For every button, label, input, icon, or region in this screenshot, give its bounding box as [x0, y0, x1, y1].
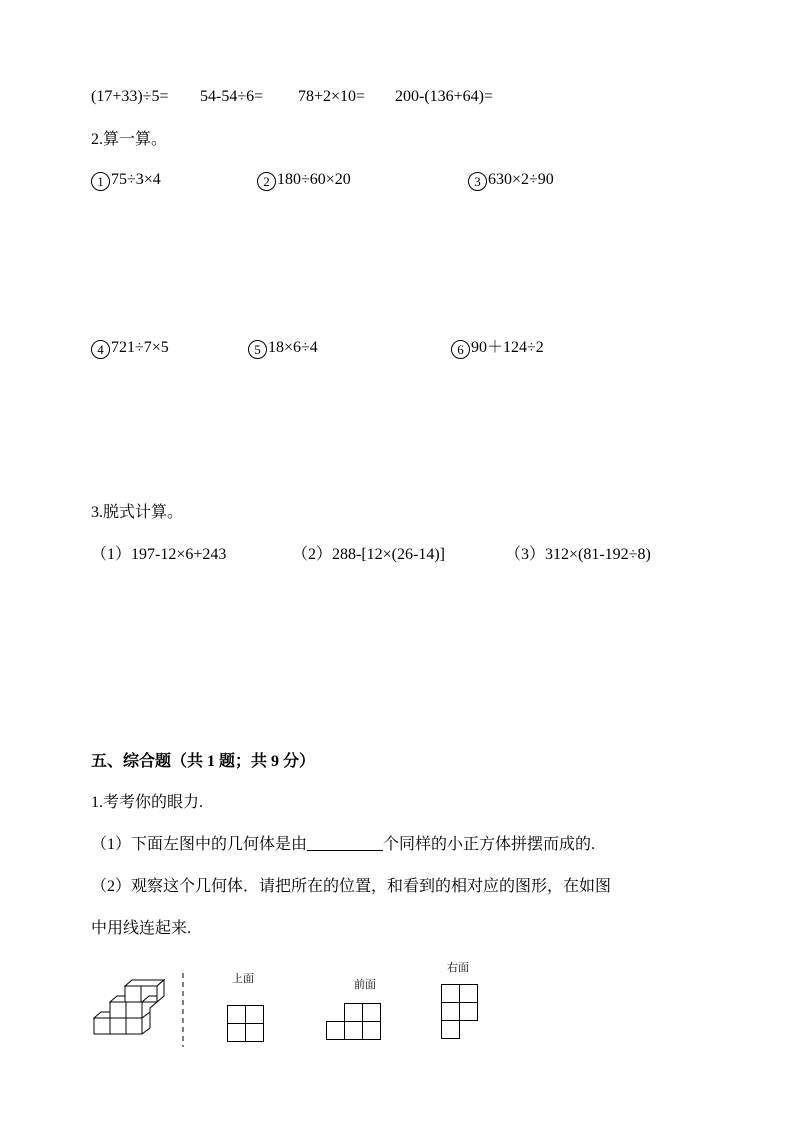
dashed-divider: [181, 973, 185, 1048]
q3-title: 3.脱式计算。: [91, 504, 184, 521]
q2-expr: 90＋124÷2: [471, 339, 544, 356]
right-view-label: 右面: [447, 961, 469, 974]
circled-number: 1: [91, 172, 110, 191]
section5-heading: 五、综合题（共 1 题；共 9 分）: [91, 753, 316, 770]
top-view-grid: [227, 1005, 267, 1045]
circled-number: 2: [257, 172, 276, 191]
q2-item-1: [91, 170, 161, 191]
q2-item-2: [257, 170, 351, 191]
q2-expr: 630×2÷90: [488, 171, 554, 188]
q3-item-1: （1）197-12×6+243: [91, 546, 227, 563]
expr-row1-4: 200-(136+64)=: [395, 88, 494, 105]
right-view-grid: [441, 984, 481, 1044]
q2-title: 2.算一算。: [91, 131, 168, 148]
section5-q1-title: 1.考考你的眼力.: [91, 794, 204, 811]
q3-item-2: （2）288-[12×(26-14)]: [292, 546, 445, 563]
q2-expr: 721÷7×5: [111, 339, 169, 356]
part1-prefix: （1）下面左图中的几何体是由: [91, 836, 308, 853]
cube-stack-figure: [88, 980, 163, 1045]
q2-item-3: [468, 170, 554, 191]
expr-row1-2: 54-54÷6=: [200, 88, 264, 105]
section5-part1: [91, 835, 595, 855]
q2-expr: 180÷60×20: [277, 171, 351, 188]
q2-expr: 18×6÷4: [268, 339, 318, 356]
q2-item-5: [248, 338, 318, 359]
q3-item-3: （3）312×(81-192÷8): [505, 546, 651, 563]
front-view-label: 前面: [354, 978, 376, 991]
answer-blank[interactable]: [307, 836, 383, 851]
part1-suffix: 个同样的小正方体拼摆而成的.: [383, 836, 596, 853]
expr-row1-3: 78+2×10=: [298, 88, 366, 105]
circled-number: 3: [468, 172, 487, 191]
circled-number: 6: [451, 340, 470, 359]
q2-expr: 75÷3×4: [111, 171, 161, 188]
circled-number: 5: [248, 340, 267, 359]
section5-part2-line2: 中用线连起来.: [91, 920, 192, 937]
q2-item-6: [451, 338, 544, 359]
circled-number: 4: [91, 340, 110, 359]
q2-item-4: [91, 338, 169, 359]
top-view-label: 上面: [232, 972, 254, 985]
expr-row1-1: (17+33)÷5=: [91, 88, 169, 105]
section5-part2-line1: （2）观察这个几何体．请把所在的位置，和看到的相对应的图形，在如图: [91, 878, 612, 895]
front-view-grid: [326, 1003, 386, 1045]
